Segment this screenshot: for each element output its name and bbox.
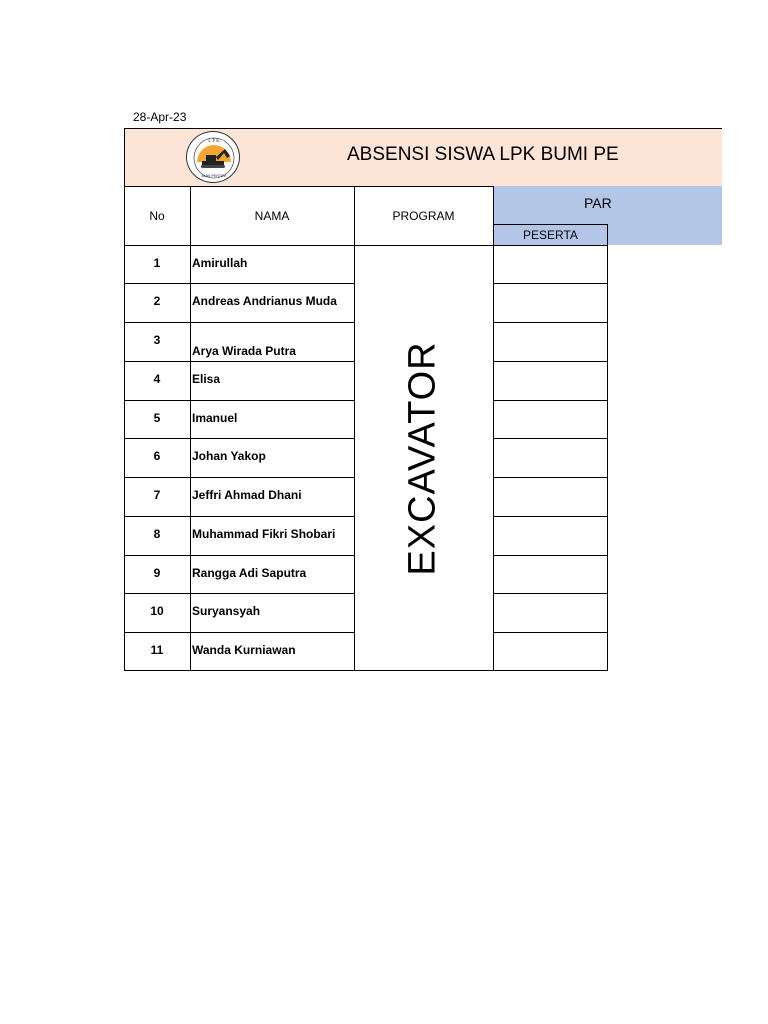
program-label: EXCAVATOR [402,341,444,576]
grid-line [493,322,608,323]
excavator-logo-icon [187,132,241,184]
row-number: 4 [153,372,161,386]
grid-line [124,632,355,633]
student-name: Suryansyah [192,604,261,618]
header-program: PROGRAM [392,208,455,223]
row-number: 8 [153,527,161,541]
grid-line [124,400,355,401]
student-name: Muhammad Fikri Shobari [192,527,336,541]
student-name: Imanuel [192,411,238,425]
grid-line [493,438,608,439]
grid-line [124,516,355,517]
student-name: Johan Yakop [192,449,266,463]
student-name: Wanda Kurniawan [192,643,296,657]
grid-line [493,632,608,633]
row-number: 5 [153,411,161,425]
grid-line [124,283,355,284]
par-clip [493,186,612,224]
row-number: 1 [153,256,161,270]
grid-line [607,224,608,671]
row-number: 10 [150,604,164,618]
grid-line [124,593,355,594]
row-number: 6 [153,449,161,463]
student-name: Arya Wirada Putra [192,344,296,358]
grid-line [493,477,608,478]
row-number: 3 [153,333,161,347]
logo-bottom-text: BUMI PERTIWI [201,174,227,178]
grid-line [493,555,608,556]
grid-line [190,186,191,671]
row-number: 2 [153,294,161,308]
lpk-logo [186,131,240,183]
par-header: PAR [584,195,612,211]
row-number: 11 [150,643,164,657]
header-nama: NAMA [254,208,290,223]
grid-line [124,322,355,323]
grid-line [124,438,355,439]
grid-line [124,361,355,362]
student-name: Jeffri Ahmad Dhani [192,488,302,502]
page-title: ABSENSI SISWA LPK BUMI PE [347,144,619,165]
report-date: 28-Apr-23 [133,110,187,124]
row-number: 9 [153,566,161,580]
grid-line [493,283,608,284]
student-name: Amirullah [192,256,248,270]
student-name: Rangga Adi Saputra [192,566,307,580]
grid-line [493,593,608,594]
student-name: Andreas Andrianus Muda [192,294,337,308]
peserta-header: PESERTA [493,224,608,246]
grid-line [493,361,608,362]
title-clip [347,128,619,186]
program-cell [354,246,493,671]
grid-line [124,477,355,478]
grid-line [124,555,355,556]
grid-line [493,186,494,671]
logo-top-text: L P K [208,139,220,144]
header-no: No [149,208,165,223]
grid-line [493,516,608,517]
grid-line [493,400,608,401]
student-name: Elisa [192,372,221,386]
row-number: 7 [153,488,161,502]
